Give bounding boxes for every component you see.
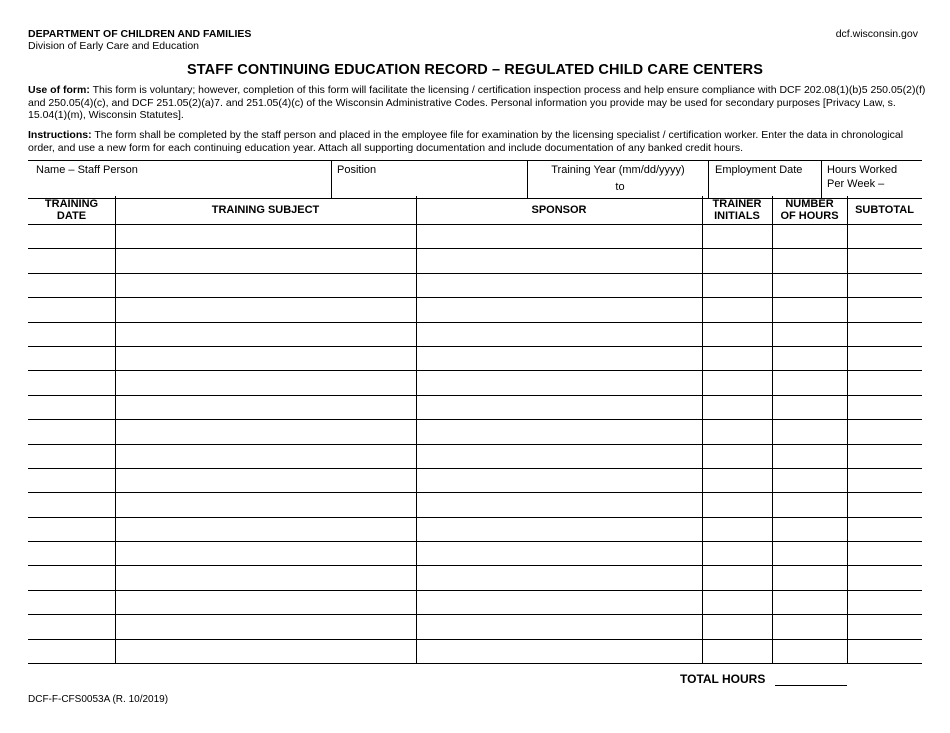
- table-row: [28, 444, 922, 468]
- row-divider: [28, 444, 922, 445]
- number-of-hours-cell[interactable]: [772, 639, 847, 663]
- number-of-hours-cell[interactable]: [772, 468, 847, 492]
- table-row: [28, 395, 922, 419]
- row-divider: [28, 565, 922, 566]
- number-of-hours-cell[interactable]: [772, 248, 847, 272]
- col-header-training-date: [28, 196, 115, 224]
- instructions-text: The form shall be completed by the staff person and placed in the employee file for examination by the licensing specialist / certification worker. Enter the data in chronological order, and use a new form for each continuing education year. Attach all supporting documentation and include documentation of any banked credit hours.: [28, 129, 904, 154]
- training-date-cell[interactable]: [28, 639, 115, 663]
- sponsor-cell[interactable]: [416, 370, 702, 394]
- training-date-cell[interactable]: [28, 492, 115, 516]
- col-header-trainer-initials: [702, 196, 772, 224]
- sponsor-cell[interactable]: [416, 590, 702, 614]
- table-row: [28, 419, 922, 443]
- subtotal-cell[interactable]: [847, 517, 922, 541]
- trainer-initials-cell[interactable]: [702, 565, 772, 589]
- trainer-initials-cell[interactable]: [702, 322, 772, 346]
- training-date-cell[interactable]: [28, 444, 115, 468]
- col-header-training-subject: TRAINING SUBJECT: [211, 204, 320, 216]
- training-log-table: [28, 196, 922, 664]
- col-header-line: INITIALS: [714, 210, 760, 222]
- table-row: [28, 541, 922, 565]
- training-subject-cell[interactable]: [115, 395, 416, 419]
- subtotal-cell[interactable]: [847, 614, 922, 638]
- training-year-label: Training Year (mm/dd/yyyy): [551, 164, 685, 176]
- website-link[interactable]: dcf.wisconsin.gov: [835, 28, 918, 40]
- trainer-initials-cell[interactable]: [702, 614, 772, 638]
- row-divider: [28, 297, 922, 298]
- row-divider: [28, 590, 922, 591]
- subtotal-cell[interactable]: [847, 297, 922, 321]
- instructions-label: Instructions:: [28, 129, 92, 141]
- training-year-to-label: to: [615, 181, 625, 193]
- subtotal-cell[interactable]: [847, 590, 922, 614]
- trainer-initials-cell[interactable]: [702, 444, 772, 468]
- table-row: [28, 468, 922, 492]
- number-of-hours-cell[interactable]: [772, 565, 847, 589]
- hours-worked-label-2: Per Week –: [827, 178, 885, 190]
- sponsor-cell[interactable]: [416, 468, 702, 492]
- table-row: [28, 614, 922, 638]
- position-label: Position: [337, 164, 377, 176]
- subtotal-cell[interactable]: [847, 322, 922, 346]
- training-date-cell[interactable]: [28, 224, 115, 248]
- training-subject-cell[interactable]: [115, 322, 416, 346]
- sponsor-cell[interactable]: [416, 565, 702, 589]
- total-hours-field[interactable]: [775, 685, 847, 686]
- training-subject-cell[interactable]: [115, 297, 416, 321]
- training-subject-cell[interactable]: [115, 565, 416, 589]
- table-row: [28, 639, 922, 663]
- employment-date-field[interactable]: [709, 161, 821, 198]
- trainer-initials-cell[interactable]: [702, 248, 772, 272]
- trainer-initials-cell[interactable]: [702, 639, 772, 663]
- training-subject-cell[interactable]: [115, 419, 416, 443]
- number-of-hours-cell[interactable]: [772, 614, 847, 638]
- sponsor-cell[interactable]: [416, 639, 702, 663]
- training-subject-cell[interactable]: [115, 614, 416, 638]
- col-header-line: TRAINER: [712, 198, 762, 210]
- training-date-cell[interactable]: [28, 248, 115, 272]
- training-date-cell[interactable]: [28, 273, 115, 297]
- training-subject-cell[interactable]: [115, 444, 416, 468]
- use-of-form-text: This form is voluntary; however, completion of this form will facilitate the licensing / certification inspection process and help ensure compliance with DCF 202.08(1)(b)5 250.05(2)(f) and 250.05(4)(c), and DCF 251.05(2)(a)7. and 251.05(4)(c) of the Wisconsin Administrative Codes. Personal information you provide may be used for secondary purposes [Privacy Law, s. 15.04(1)(m), Wisconsin Statutes].: [28, 84, 926, 121]
- training-subject-cell[interactable]: [115, 468, 416, 492]
- number-of-hours-cell[interactable]: [772, 370, 847, 394]
- training-subject-cell[interactable]: [115, 248, 416, 272]
- trainer-initials-cell[interactable]: [702, 370, 772, 394]
- col-header-subtotal: SUBTOTAL: [855, 204, 914, 216]
- training-subject-cell[interactable]: [115, 224, 416, 248]
- trainer-initials-cell[interactable]: [702, 468, 772, 492]
- number-of-hours-cell[interactable]: [772, 224, 847, 248]
- form-title: STAFF CONTINUING EDUCATION RECORD – REGULATED CHILD CARE CENTERS: [187, 62, 763, 78]
- number-of-hours-cell[interactable]: [772, 419, 847, 443]
- training-date-cell[interactable]: [28, 565, 115, 589]
- subtotal-cell[interactable]: [847, 419, 922, 443]
- training-subject-cell[interactable]: [115, 541, 416, 565]
- hours-worked-field[interactable]: [822, 161, 922, 198]
- trainer-initials-cell[interactable]: [702, 273, 772, 297]
- col-header-line: TRAINING: [44, 198, 99, 210]
- sponsor-cell[interactable]: [416, 297, 702, 321]
- row-divider: [28, 248, 922, 249]
- table-row: [28, 370, 922, 394]
- row-divider: [28, 370, 922, 371]
- col-header-line: OF HOURS: [780, 210, 839, 222]
- trainer-initials-cell[interactable]: [702, 590, 772, 614]
- training-date-cell[interactable]: [28, 346, 115, 370]
- row-divider: [28, 273, 922, 274]
- use-of-form-paragraph: [28, 84, 928, 122]
- number-of-hours-cell[interactable]: [772, 517, 847, 541]
- subtotal-cell[interactable]: [847, 248, 922, 272]
- sponsor-cell[interactable]: [416, 224, 702, 248]
- table-row: [28, 297, 922, 321]
- number-of-hours-cell[interactable]: [772, 590, 847, 614]
- trainer-initials-cell[interactable]: [702, 224, 772, 248]
- sponsor-cell[interactable]: [416, 395, 702, 419]
- sponsor-cell[interactable]: [416, 248, 702, 272]
- col-header-line: NUMBER: [785, 198, 834, 210]
- row-divider: [28, 492, 922, 493]
- subtotal-cell[interactable]: [847, 224, 922, 248]
- trainer-initials-cell[interactable]: [702, 297, 772, 321]
- number-of-hours-cell[interactable]: [772, 395, 847, 419]
- number-of-hours-cell[interactable]: [772, 444, 847, 468]
- sponsor-cell[interactable]: [416, 541, 702, 565]
- trainer-initials-cell[interactable]: [702, 517, 772, 541]
- sponsor-cell[interactable]: [416, 444, 702, 468]
- training-subject-cell[interactable]: [115, 639, 416, 663]
- training-year-field[interactable]: [528, 161, 708, 198]
- number-of-hours-cell[interactable]: [772, 297, 847, 321]
- row-divider: [28, 541, 922, 542]
- training-date-cell[interactable]: [28, 370, 115, 394]
- instructions-paragraph: [28, 129, 928, 154]
- form-number: DCF-F-CFS0053A (R. 10/2019): [28, 694, 169, 705]
- staff-name-label: Name – Staff Person: [36, 164, 138, 176]
- training-subject-cell[interactable]: [115, 370, 416, 394]
- hours-worked-label: Hours Worked: [827, 164, 898, 176]
- table-row: [28, 248, 922, 272]
- subtotal-cell[interactable]: [847, 444, 922, 468]
- row-divider: [28, 614, 922, 615]
- subtotal-cell[interactable]: [847, 370, 922, 394]
- subtotal-cell[interactable]: [847, 395, 922, 419]
- number-of-hours-cell[interactable]: [772, 346, 847, 370]
- staff-info-table: [28, 160, 922, 199]
- col-header-number-of-hours: [772, 196, 847, 224]
- sponsor-cell[interactable]: [416, 492, 702, 516]
- training-date-cell[interactable]: [28, 590, 115, 614]
- department-name: DEPARTMENT OF CHILDREN AND FAMILIES: [28, 28, 252, 40]
- training-subject-cell[interactable]: [115, 492, 416, 516]
- subtotal-cell[interactable]: [847, 639, 922, 663]
- number-of-hours-cell[interactable]: [772, 322, 847, 346]
- training-subject-cell[interactable]: [115, 273, 416, 297]
- table-row: [28, 322, 922, 346]
- training-subject-cell[interactable]: [115, 590, 416, 614]
- trainer-initials-cell[interactable]: [702, 492, 772, 516]
- row-divider: [28, 639, 922, 640]
- row-divider: [28, 322, 922, 323]
- staff-name-field[interactable]: [28, 161, 331, 198]
- row-divider: [28, 468, 922, 469]
- subtotal-cell[interactable]: [847, 468, 922, 492]
- training-date-cell[interactable]: [28, 297, 115, 321]
- number-of-hours-cell[interactable]: [772, 492, 847, 516]
- row-divider: [28, 395, 922, 396]
- training-date-cell[interactable]: [28, 541, 115, 565]
- table-row: [28, 492, 922, 516]
- training-subject-cell[interactable]: [115, 517, 416, 541]
- trainer-initials-cell[interactable]: [702, 541, 772, 565]
- trainer-initials-cell[interactable]: [702, 346, 772, 370]
- training-date-cell[interactable]: [28, 468, 115, 492]
- training-date-cell[interactable]: [28, 517, 115, 541]
- subtotal-cell[interactable]: [847, 541, 922, 565]
- position-field[interactable]: [332, 161, 527, 198]
- sponsor-cell[interactable]: [416, 322, 702, 346]
- col-header-line: DATE: [56, 210, 87, 222]
- training-date-cell[interactable]: [28, 322, 115, 346]
- sponsor-cell[interactable]: [416, 614, 702, 638]
- total-hours-label: TOTAL HOURS: [680, 672, 766, 686]
- training-date-cell[interactable]: [28, 614, 115, 638]
- table-row: [28, 273, 922, 297]
- training-date-cell[interactable]: [28, 395, 115, 419]
- number-of-hours-cell[interactable]: [772, 541, 847, 565]
- sponsor-cell[interactable]: [416, 273, 702, 297]
- table-row: [28, 224, 922, 248]
- sponsor-cell[interactable]: [416, 419, 702, 443]
- subtotal-cell[interactable]: [847, 346, 922, 370]
- number-of-hours-cell[interactable]: [772, 273, 847, 297]
- division-name: Division of Early Care and Education: [28, 40, 200, 52]
- employment-date-label: Employment Date: [715, 164, 803, 176]
- subtotal-cell[interactable]: [847, 565, 922, 589]
- row-divider: [28, 517, 922, 518]
- table-row: [28, 517, 922, 541]
- sponsor-cell[interactable]: [416, 517, 702, 541]
- trainer-initials-cell[interactable]: [702, 395, 772, 419]
- sponsor-cell[interactable]: [416, 346, 702, 370]
- table-row: [28, 565, 922, 589]
- row-divider: [28, 419, 922, 420]
- col-header-sponsor: SPONSOR: [531, 204, 587, 216]
- subtotal-cell[interactable]: [847, 273, 922, 297]
- subtotal-cell[interactable]: [847, 492, 922, 516]
- row-divider: [28, 346, 922, 347]
- use-of-form-label: Use of form:: [28, 84, 90, 96]
- trainer-initials-cell[interactable]: [702, 419, 772, 443]
- table-row: [28, 590, 922, 614]
- training-subject-cell[interactable]: [115, 346, 416, 370]
- table-row: [28, 346, 922, 370]
- training-date-cell[interactable]: [28, 419, 115, 443]
